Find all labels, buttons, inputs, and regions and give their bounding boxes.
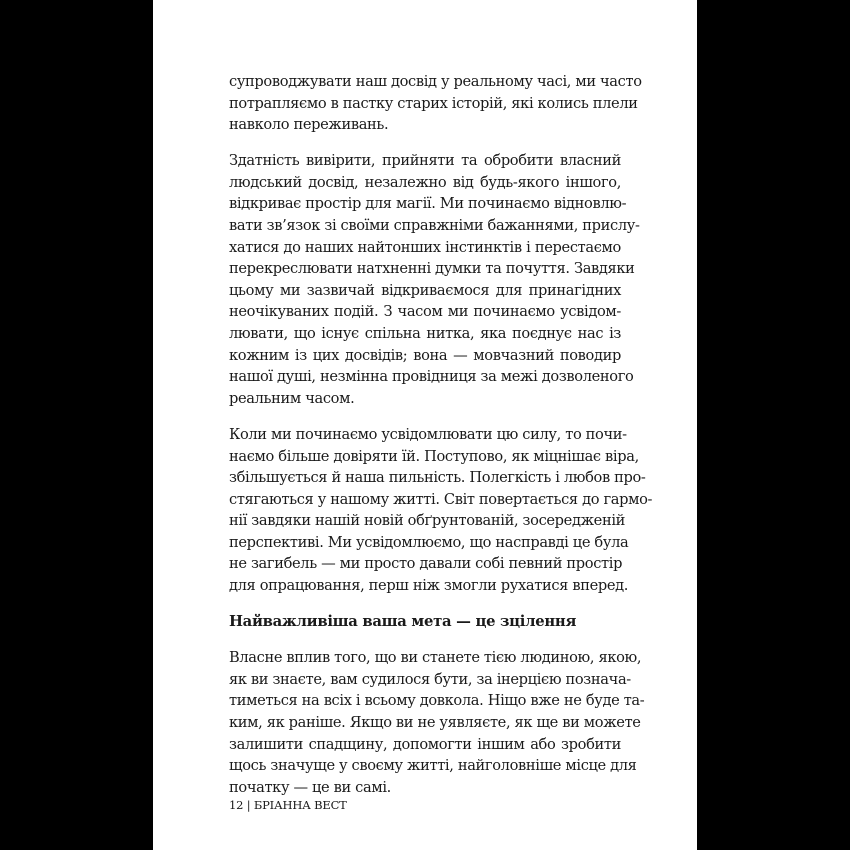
text-line: щось значуще у своєму житті, найголовніше місце для bbox=[229, 757, 637, 775]
paragraph-4 bbox=[229, 647, 645, 798]
page-number: 12 bbox=[229, 798, 244, 812]
text-line: початку — це ви самі. bbox=[229, 778, 391, 796]
text-line: перспективі. Ми усвідомлюємо, що насправді це була bbox=[229, 533, 629, 551]
text-line: потрапляємо в пастку старих історій, які колись плели bbox=[229, 94, 638, 112]
text-line: тиметься на всіх і всьому довкола. Ніщо вже не буде та- bbox=[229, 692, 645, 710]
text-line: людський досвід, незалежно від будь-якого іншого, bbox=[229, 173, 621, 191]
text-line: Здатність вивірити, прийняти та обробити власний bbox=[229, 152, 621, 170]
footer-separator: | bbox=[246, 798, 251, 812]
text-line: перекреслювати натхненні думки та почуття. Завдяки bbox=[229, 260, 635, 278]
text-line: лювати, що існує спільна нитка, яка поєднує нас із bbox=[229, 325, 621, 343]
text-line: стягаються у нашому житті. Світ повертається до гармо- bbox=[229, 490, 653, 508]
text-line: вати зв’язок зі своїми справжніми бажаннями, прислу- bbox=[229, 217, 640, 235]
text-line: наємо більше довіряти їй. Поступово, як міцнішає віра, bbox=[229, 447, 639, 465]
text-line: хатися до наших найтонших інстинктів і перестаємо bbox=[229, 238, 621, 256]
text-line: ким, як раніше. Якщо ви не уявляєте, як ще ви можете bbox=[229, 714, 641, 732]
text-line: Коли ми починаємо усвідомлювати цю силу, то почи- bbox=[229, 425, 627, 443]
text-line: супроводжувати наш досвід у реальному часі, ми часто bbox=[229, 73, 642, 90]
text-column bbox=[229, 71, 653, 813]
text-line: відкриває простір для магії. Ми починаємо відновлю- bbox=[229, 195, 627, 213]
text-line: Власне вплив того, що ви станете тією людиною, якою, bbox=[229, 649, 642, 667]
text-line: залишити спадщину, допомогти іншим або зробити bbox=[229, 735, 621, 753]
book-page bbox=[153, 0, 697, 850]
paragraph-3 bbox=[229, 424, 653, 597]
text-line: кожним із цих досвідів; вона — мовчазний поводир bbox=[229, 346, 621, 364]
text-line: реальним часом. bbox=[229, 389, 355, 407]
text-line: як ви знаєте, вам судилося бути, за інерцією познача- bbox=[229, 670, 631, 688]
text-line: збільшується й наша пильність. Полегкість і любов про- bbox=[229, 469, 646, 487]
text-line: для опрацювання, перш ніж змогли рухатися вперед. bbox=[229, 577, 629, 595]
page-footer bbox=[229, 798, 347, 812]
author-name: БРІАННА ВЕСТ bbox=[253, 798, 347, 812]
text-line: цьому ми зазвичай відкриваємося для принагідних bbox=[229, 281, 621, 299]
text-line: нашої душі, незмінна провідниця за межі дозволеного bbox=[229, 368, 634, 386]
section-heading: Найважливіша ваша мета — це зцілення bbox=[229, 613, 577, 631]
text-line: не загибель — ми просто давали собі певний простір bbox=[229, 555, 623, 573]
text-line: неочікуваних подій. З часом ми починаємо усвідом- bbox=[229, 303, 621, 321]
text-line: нії завдяки нашій новій обґрунтованій, зосередженій bbox=[229, 512, 626, 530]
text-line: навколо переживань. bbox=[229, 116, 389, 134]
paragraph-2 bbox=[229, 150, 640, 409]
paragraph-1 bbox=[229, 71, 642, 136]
